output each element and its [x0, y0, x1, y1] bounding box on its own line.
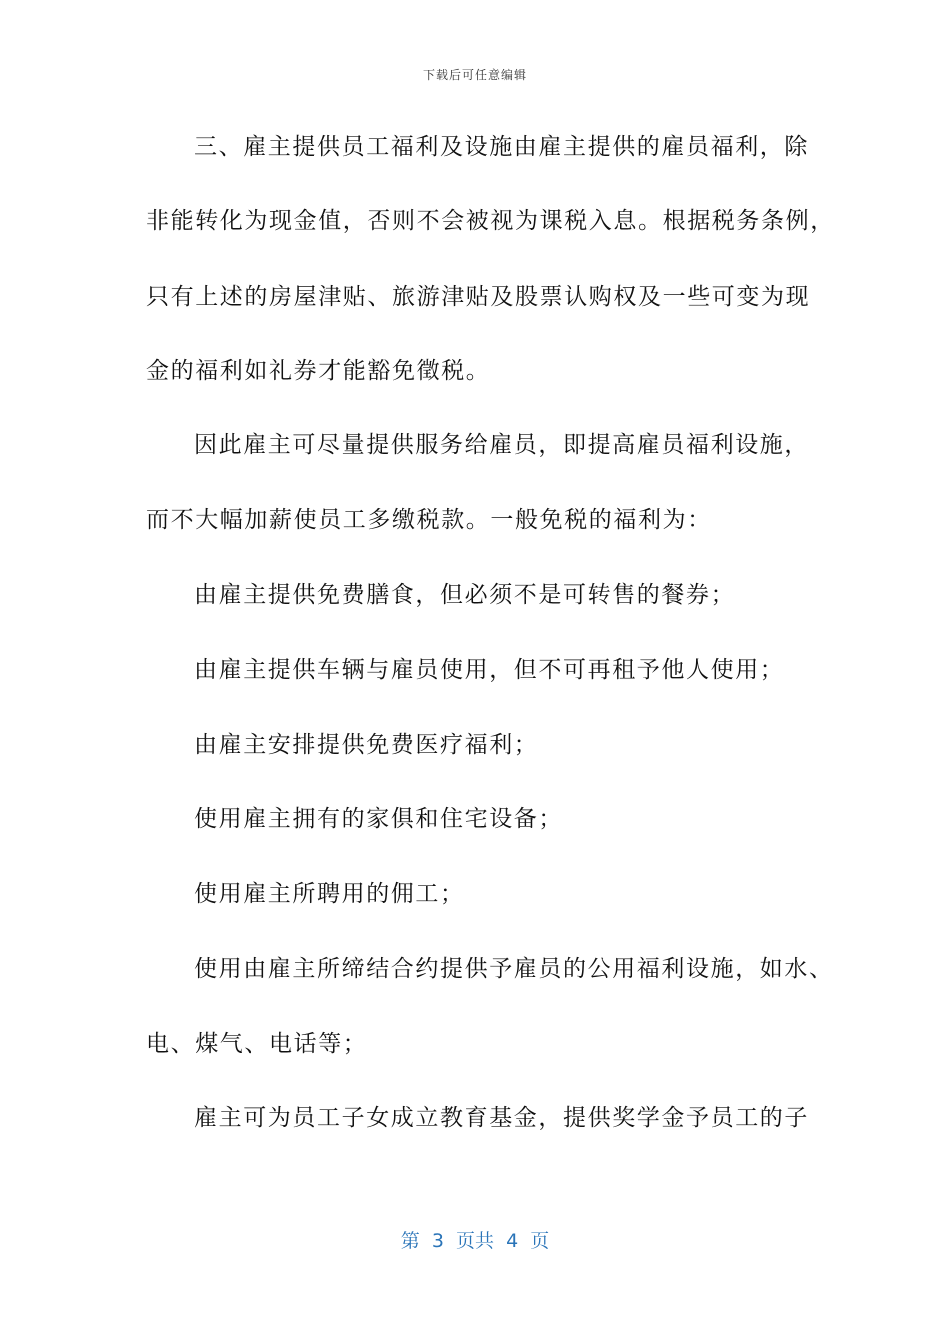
- list-item: 使用雇主拥有的家俱和住宅设备；: [194, 806, 563, 832]
- paragraph-line: 雇主可为员工子女成立教育基金，提供奖学金予员工的子: [194, 1105, 809, 1131]
- paragraph-line: 只有上述的房屋津贴、旅游津贴及股票认购权及一些可变为现: [146, 284, 811, 310]
- page-number-footer: 第 3 页共 4 页: [400, 1230, 550, 1252]
- paragraph-line: 而不大幅加薪使员工多缴税款。一般免税的福利为：: [146, 507, 712, 533]
- paragraph-line: 金的福利如礼券才能豁免徵税。: [146, 358, 491, 384]
- list-item: 由雇主安排提供免费医疗福利；: [194, 732, 539, 758]
- paragraph-line: 因此雇主可尽量提供服务给雇员，即提高雇员福利设施，: [194, 432, 809, 458]
- paragraph-line: 电、煤气、电话等；: [146, 1031, 368, 1057]
- list-item: 由雇主提供免费膳食，但必须不是可转售的餐券；: [194, 582, 736, 608]
- list-item: 由雇主提供车辆与雇员使用，但不可再租予他人使用；: [194, 657, 785, 683]
- page-header: 下载后可任意编辑: [422, 68, 527, 82]
- paragraph-line: 非能转化为现金值，否则不会被视为课税入息。根据税务条例，: [146, 208, 835, 234]
- list-item: 使用雇主所聘用的佣工；: [194, 881, 465, 907]
- list-item: 使用由雇主所缔结合约提供予雇员的公用福利设施，如水、: [194, 956, 834, 982]
- paragraph-line: 三、雇主提供员工福利及设施由雇主提供的雇员福利，除: [194, 134, 809, 160]
